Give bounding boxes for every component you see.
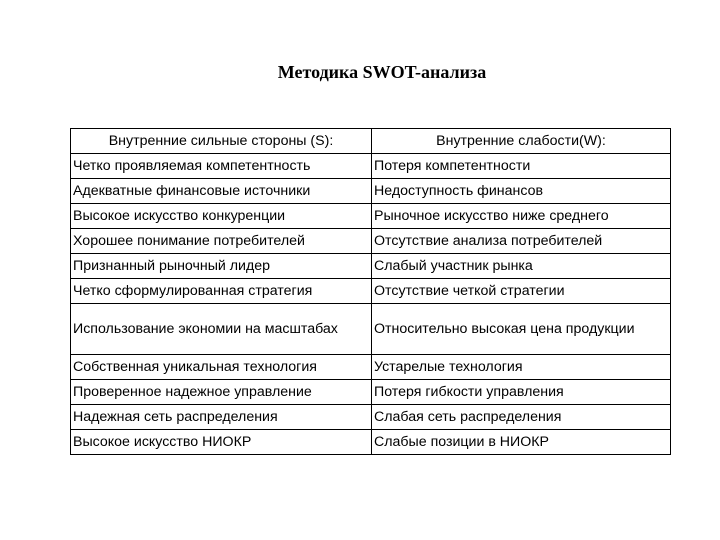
table-row	[71, 355, 671, 380]
table-row	[71, 154, 671, 179]
strength-cell: Четко проявляемая компетентность	[71, 154, 372, 179]
strength-cell: Высокое искусство НИОКР	[71, 430, 372, 455]
strength-cell: Собственная уникальная технология	[71, 355, 372, 380]
weakness-cell: Устарелые технология	[372, 355, 671, 380]
page-title: Методика SWOT-анализа	[277, 62, 487, 82]
strength-cell: Хорошее понимание потребителей	[71, 229, 372, 254]
table-row	[71, 179, 671, 204]
strength-cell: Надежная сеть распределения	[71, 405, 372, 430]
table-row	[71, 430, 671, 455]
weakness-cell: Слабая сеть распределения	[372, 405, 671, 430]
weakness-cell: Слабый участник рынка	[372, 254, 671, 279]
weakness-cell: Рыночное искусство ниже среднего	[372, 204, 671, 229]
table-row	[71, 204, 671, 229]
strength-cell: Четко сформулированная стратегия	[71, 279, 372, 304]
weakness-cell: Слабые позиции в НИОКР	[372, 430, 671, 455]
strength-cell: Высокое искусство конкуренции	[71, 204, 372, 229]
weakness-cell: Потеря компетентности	[372, 154, 671, 179]
header-strengths: Внутренние сильные стороны (S):	[71, 129, 372, 154]
table-row	[71, 405, 671, 430]
weakness-cell: Относительно высокая цена продукции	[372, 304, 671, 355]
strength-cell: Использование экономии на масштабах	[71, 304, 372, 355]
weakness-cell: Потеря гибкости управления	[372, 380, 671, 405]
strength-cell: Признанный рыночный лидер	[71, 254, 372, 279]
weakness-cell: Отсутствие четкой стратегии	[372, 279, 671, 304]
header-weaknesses: Внутренние слабости(W):	[372, 129, 671, 154]
strength-cell: Адекватные финансовые источники	[71, 179, 372, 204]
swot-table	[70, 128, 671, 455]
table-row	[71, 380, 671, 405]
strength-cell: Проверенное надежное управление	[71, 380, 372, 405]
weakness-cell: Недоступность финансов	[372, 179, 671, 204]
table-row	[71, 254, 671, 279]
weakness-cell: Отсутствие анализа потребителей	[372, 229, 671, 254]
table-row	[71, 279, 671, 304]
table-row	[71, 304, 671, 355]
table-row	[71, 229, 671, 254]
table-header-row	[71, 129, 671, 154]
